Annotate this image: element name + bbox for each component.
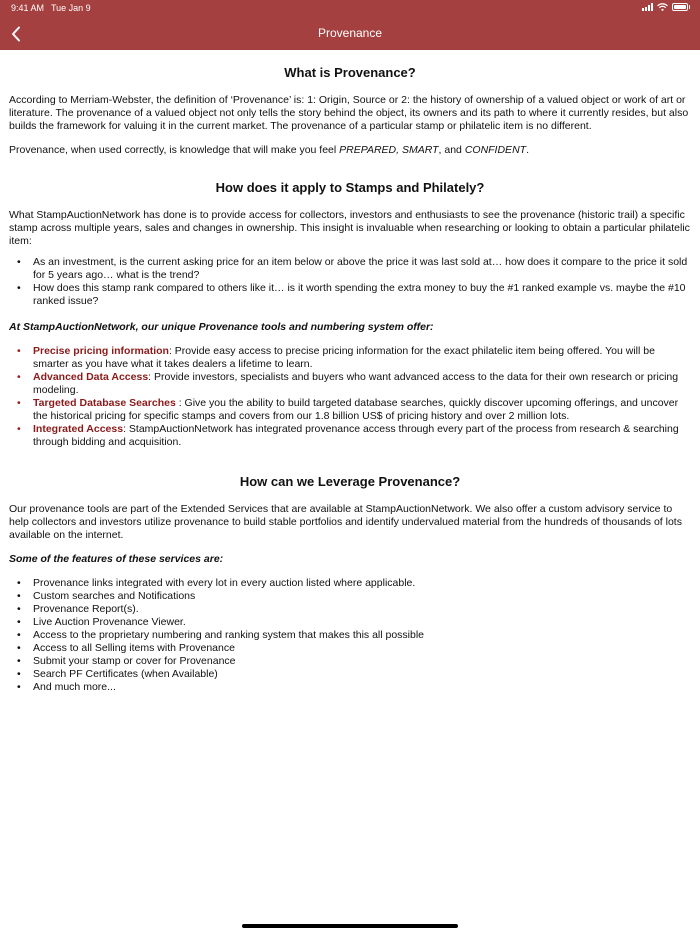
knowledge-emphasis-2: CONFIDENT [464,144,527,156]
list-item [9,345,691,371]
feature-text: : StampAuctionNetwork has integrated provenance access through every part of the process from research & searching through bidding and acquisition. [33,423,679,448]
list-item: • How does this stamp rank compared to others like it… is it worth spending the extra money to buy the #1 ranked example vs. maybe the #10 ranked issue? [9,282,691,308]
page-title: Provenance [317,26,383,40]
feature-term: Precise pricing information [33,345,169,357]
heading-leverage-provenance: How can we Leverage Provenance? [239,474,461,489]
paragraph-access: What StampAuctionNetwork has done is to provide access for collectors, investors and enthusiasts to see the provenance (historic trail) a specific stamp across multiple years, sales and changes in ownership. This insight is invaluable when researching or looking to obtain a particular philatelic item: [9,209,690,247]
knowledge-text-mid: , and [438,144,465,156]
list-item: • And much more... [9,681,691,694]
provenance-content [9,58,691,694]
investment-bullets [9,256,691,308]
list-item: • Access to the proprietary numbering and ranking system that makes this all possible [9,629,691,642]
knowledge-emphasis-1: PREPARED, SMART [339,144,439,156]
subheading-features: Some of the features of these services are: [9,553,224,565]
list-item: • Submit your stamp or cover for Provenance [9,655,691,668]
list-item: • Provenance Report(s). [9,603,691,616]
list-item [9,423,691,449]
list-item: • Search PF Certificates (when Available) [9,668,691,681]
list-item [9,397,691,423]
nav-bar [0,0,700,50]
status-icons [642,3,688,11]
services-list [9,577,691,694]
battery-icon [672,3,688,11]
paragraph-extended-services: Our provenance tools are part of the Extended Services that are available at StampAuctionNetwork. We also offer a custom advisory service to help collectors and investors utilize provenance to build stable portfolios and identify undervalued material from the hundreds of thousands of lots available on the internet. [9,503,682,541]
home-indicator[interactable] [242,924,458,928]
list-item: • Provenance links integrated with every lot in every auction listed where applicable. [9,577,691,590]
list-item: • Live Auction Provenance Viewer. [9,616,691,629]
knowledge-text-pre: Provenance, when used correctly, is knowledge that will make you feel [9,144,340,156]
feature-term: Integrated Access [33,423,124,435]
status-date: Tue Jan 9 [51,3,91,13]
cellular-signal-icon [642,3,653,11]
status-time: 9:41 AM [11,3,45,13]
feature-text: : Give you the ability to build targeted database searches, quickly discover upcoming offerings, and uncover the historical pricing for specific stamps and covers from our 1.8 billion US$ of pricing history and over 2 million lots. [33,397,679,422]
list-item: • As an investment, is the current asking price for an item below or above the price it was last sold at… how does it compare to the price it sold for 5 years ago… what is the trend? [9,256,691,282]
heading-what-is-provenance: What is Provenance? [284,65,416,80]
paragraph-definition: According to Merriam-Webster, the definition of ‘Provenance’ is: 1: Origin, Source or 2: the history of ownership of a valued object or work of art or literature. The provenance of a valued object not only tells the story behind the object, its owners and its path to where it currently resides, but also builds the framework for valuing it in the current market. The provenance of a particular stamp or philatelic item is no different. [9,94,689,132]
feature-term: Advanced Data Access [33,371,149,383]
knowledge-text-post: . [526,144,529,156]
heading-stamps-philately: How does it apply to Stamps and Philately? [215,180,485,195]
feature-text: : Provide investors, specialists and buyers who want advanced access to the data for their own research or pricing modeling. [33,371,679,396]
list-item: • Custom searches and Notifications [9,590,691,603]
subheading-tools: At StampAuctionNetwork, our unique Provenance tools and numbering system offer: [9,321,434,333]
paragraph-knowledge [9,144,691,157]
list-item: • Access to all Selling items with Provenance [9,642,691,655]
feature-text: : Provide easy access to precise pricing information for the exact philatelic item being offered. You will be smarter as you have what it takes dealers a lifetime to learn. [33,345,655,370]
wifi-icon [657,3,668,11]
list-item [9,371,691,397]
feature-list [9,345,691,449]
feature-term: Targeted Database Searches [33,397,176,409]
